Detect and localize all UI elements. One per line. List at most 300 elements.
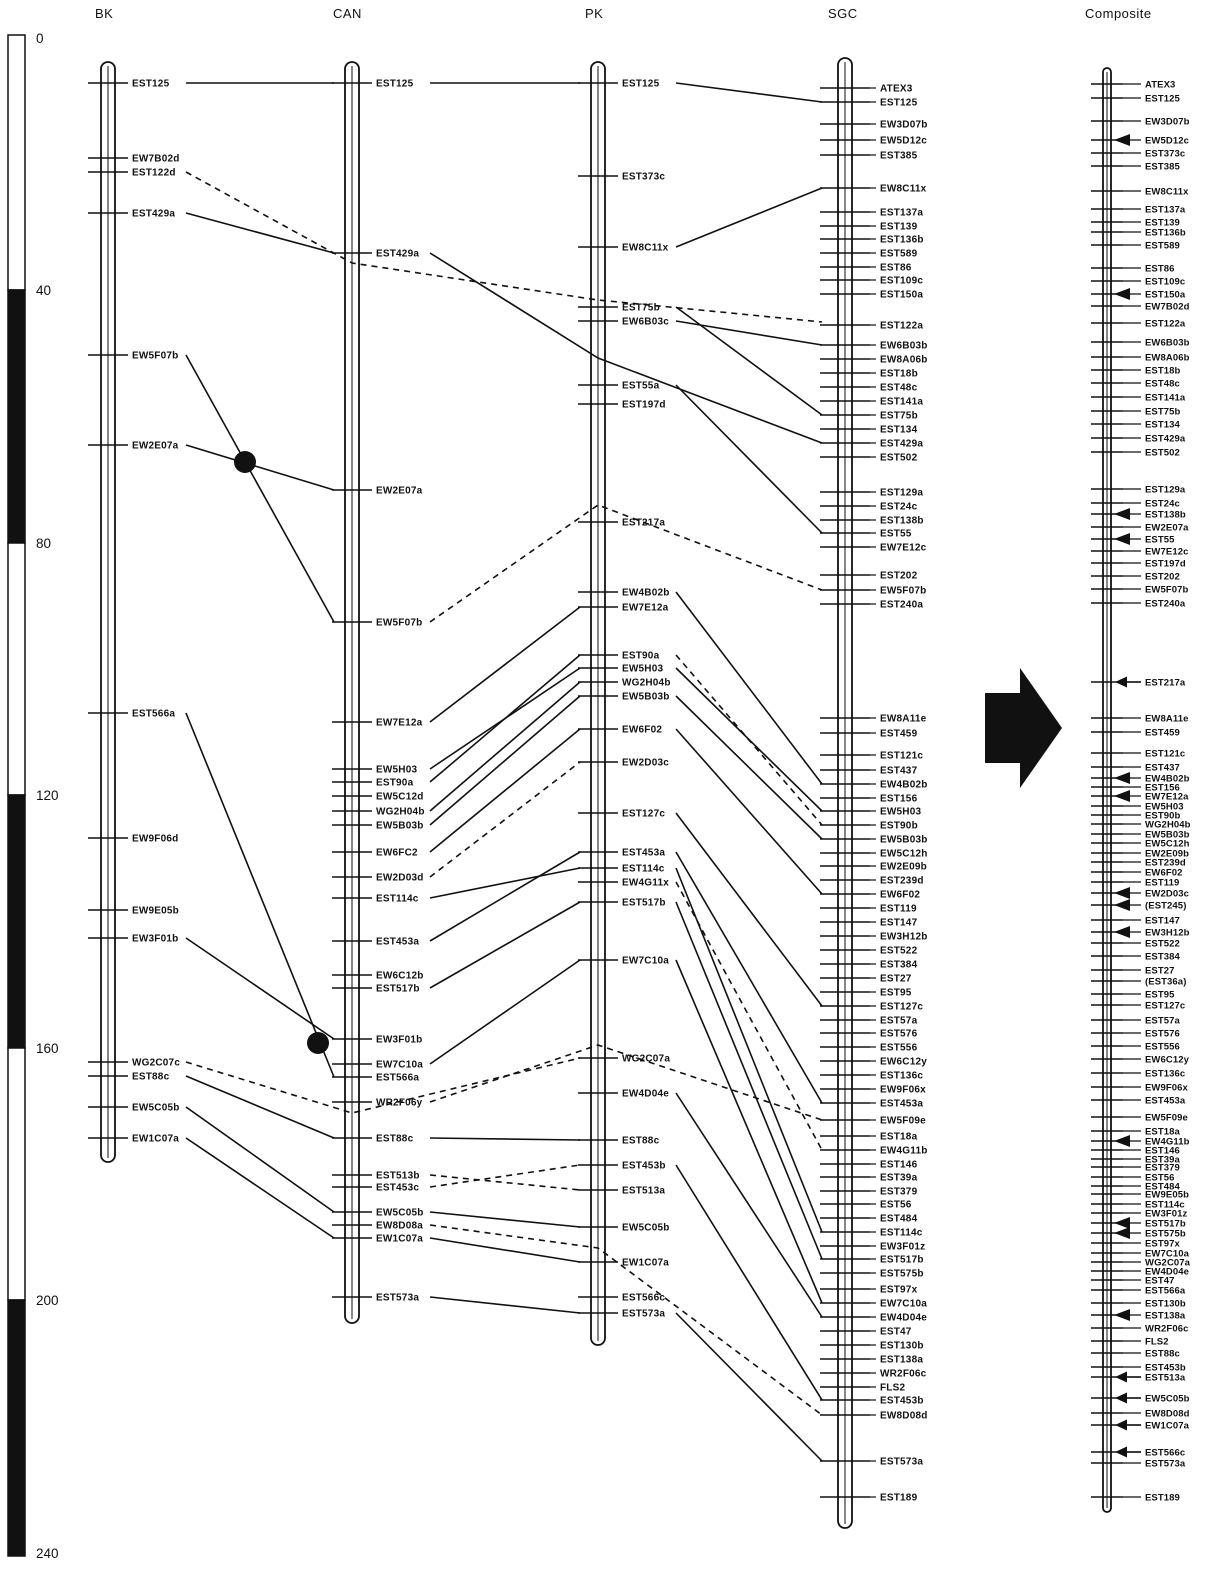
marker-label: EST453c: [376, 1182, 420, 1194]
marker-label: FLS2: [880, 1382, 906, 1394]
link-line: [430, 253, 822, 443]
marker-label: EST589: [880, 248, 918, 260]
marker-label: EST517b: [622, 897, 666, 909]
map-CAN: [332, 62, 425, 1323]
link-line: [430, 1297, 580, 1313]
marker-label: EW6C12y: [1145, 1054, 1189, 1066]
marker-label: EST573a: [376, 1292, 420, 1304]
link-line: [676, 1313, 822, 1461]
marker-label: EW5H03: [622, 663, 664, 675]
marker-label: EW5F07b: [880, 585, 927, 597]
marker-label: EST125: [376, 78, 414, 90]
map-BK: [88, 62, 180, 1162]
marker-label: EST48c: [1145, 378, 1180, 390]
marker-label: EST122a: [880, 320, 924, 332]
left-arrowhead-icon: [1114, 899, 1130, 911]
link-line: [430, 1222, 822, 1415]
marker-label: EST429a: [132, 208, 176, 220]
link-line: [676, 188, 822, 247]
long-left-arrow-icon: [1115, 1393, 1127, 1404]
marker-label: EST125: [1145, 93, 1180, 105]
marker-label: EW3D07b: [880, 119, 928, 131]
marker-label: EW4D04e: [622, 1088, 669, 1100]
link-line: [186, 445, 334, 490]
scale-tick-label: 200: [36, 1293, 59, 1308]
marker-label: EST86: [880, 262, 912, 274]
marker-label: EST57a: [880, 1015, 918, 1027]
marker-label: EW5H03: [1145, 801, 1184, 813]
marker-label: EST129a: [1145, 484, 1186, 496]
marker-label: EW7C10a: [1145, 1248, 1189, 1260]
marker-label: EW5F07b: [132, 350, 179, 362]
marker-label: EW4D04e: [1145, 1266, 1189, 1278]
link-line: [430, 1212, 580, 1227]
column-title: PK: [585, 6, 604, 21]
marker-label: EST139: [880, 221, 918, 233]
link-line: [676, 385, 822, 533]
marker-label: EST147: [880, 917, 918, 929]
marker-label: EST575b: [880, 1268, 924, 1280]
marker-label: EW4G11b: [880, 1145, 928, 1157]
link-line: [186, 1138, 334, 1238]
scale-segment: [8, 543, 25, 795]
marker-label: EST130b: [1145, 1298, 1186, 1310]
marker-label: EST24c: [880, 501, 918, 513]
marker-label: EST566c: [1145, 1447, 1186, 1459]
marker-label: EW9F06d: [132, 833, 179, 845]
link-line: [676, 696, 822, 839]
marker-label: EST517b: [880, 1254, 924, 1266]
marker-label: EST48c: [880, 382, 918, 394]
marker-label: EW6F02: [880, 889, 921, 901]
scale-tick-label: 120: [36, 788, 59, 803]
marker-label: EW1C07a: [376, 1233, 423, 1245]
left-arrowhead-icon: [1114, 1227, 1130, 1239]
marker-label: EST122d: [132, 167, 176, 179]
marker-label: EST86: [1145, 263, 1175, 275]
marker-label: EST88c: [376, 1133, 414, 1145]
marker-label: EST429a: [376, 248, 420, 260]
marker-label: EW8A06b: [1145, 352, 1190, 364]
marker-label: EST453a: [376, 936, 420, 948]
marker-label: EST189: [1145, 1492, 1180, 1504]
marker-label: EST136c: [880, 1070, 924, 1082]
link-line: [676, 960, 822, 1303]
marker-label: EW2D03c: [1145, 888, 1189, 900]
left-arrowhead-icon: [1114, 508, 1130, 520]
marker-label: EST566a: [132, 708, 176, 720]
scale-tick-label: 160: [36, 1041, 59, 1056]
marker-label: EST150a: [1145, 289, 1186, 301]
marker-label: EST522: [880, 945, 918, 957]
marker-label: EST379: [880, 1186, 918, 1198]
marker-label: EST90b: [1145, 810, 1181, 822]
marker-label: EST137a: [1145, 204, 1186, 216]
marker-label: EST573a: [622, 1308, 666, 1320]
marker-label: EST453b: [1145, 1362, 1186, 1374]
marker-label: EW3F01b: [132, 933, 179, 945]
marker-label: EW3F01b: [376, 1034, 423, 1046]
link-line: [676, 729, 822, 894]
marker-label: EW3D07b: [1145, 116, 1190, 128]
marker-label: EST429a: [880, 438, 924, 450]
marker-label: EW1C07a: [1145, 1420, 1189, 1432]
marker-label: EW6F02: [622, 724, 663, 736]
marker-label: EW7E12a: [1145, 791, 1189, 803]
marker-label: EW7C10a: [880, 1298, 927, 1310]
marker-label: EW2D03c: [622, 757, 669, 769]
link-line: [676, 307, 822, 415]
marker-label: EW5F09e: [880, 1115, 926, 1127]
long-left-arrow-icon: [1115, 1447, 1127, 1458]
link-line: [676, 83, 822, 102]
marker-label: (EST245): [1145, 900, 1187, 912]
marker-label: EST138a: [1145, 1310, 1186, 1322]
marker-label: EST109c: [880, 275, 924, 287]
marker-label: EW5C12h: [880, 848, 928, 860]
marker-label: EST513a: [622, 1185, 666, 1197]
link-line: [676, 321, 822, 345]
marker-label: EST453a: [1145, 1095, 1186, 1107]
marker-label: WR2F06c: [880, 1368, 927, 1380]
marker-label: (EST36a): [1145, 976, 1187, 988]
marker-label: EW8A06b: [880, 354, 928, 366]
scale-segment: [8, 795, 25, 1048]
marker-label: FLS2: [1145, 1336, 1169, 1348]
marker-label: EW3H12b: [1145, 927, 1190, 939]
marker-label: EST429a: [1145, 433, 1186, 445]
marker-label: EST189: [880, 1492, 918, 1504]
left-arrowhead-icon: [1114, 533, 1130, 545]
marker-label: EST27: [880, 973, 912, 985]
marker-label: EW2E09b: [1145, 848, 1189, 860]
column-title: CAN: [333, 6, 362, 21]
marker-label: EW8D08d: [880, 1410, 928, 1422]
marker-label: EST119: [880, 903, 917, 915]
marker-label: EST517b: [376, 983, 420, 995]
marker-label: EW2E07a: [1145, 522, 1189, 534]
marker-label: EST97x: [1145, 1238, 1180, 1250]
link-line: [430, 607, 580, 722]
marker-label: EST502: [880, 452, 918, 464]
marker-label: EST75b: [880, 410, 918, 422]
marker-label: EST513a: [1145, 1372, 1186, 1384]
marker-label: EST373c: [622, 171, 666, 183]
left-arrowhead-icon: [1114, 1309, 1130, 1321]
marker-label: WG2C07a: [1145, 1257, 1191, 1269]
marker-label: EST75b: [1145, 406, 1181, 418]
marker-label: EW5F07b: [376, 617, 423, 629]
homology-links: [186, 83, 822, 1461]
marker-label: EW6C12y: [880, 1056, 927, 1068]
marker-label: EST47: [1145, 1275, 1175, 1287]
marker-label: WR2F06c: [1145, 1323, 1189, 1335]
link-line: [430, 1165, 580, 1187]
marker-label: EST484: [1145, 1181, 1180, 1193]
marker-label: EST95: [1145, 989, 1175, 1001]
left-arrowhead-icon: [1114, 1217, 1130, 1229]
marker-label: EST379: [1145, 1162, 1180, 1174]
marker-label: EW8A11e: [880, 713, 927, 725]
marker-label: EST55: [1145, 534, 1175, 546]
left-arrowhead-icon: [1114, 772, 1130, 784]
marker-label: EST56: [880, 1199, 912, 1211]
marker-label: EST138a: [880, 1354, 924, 1366]
marker-label: EST90b: [880, 820, 918, 832]
marker-label: EST576: [880, 1028, 918, 1040]
crossover-dot: [234, 451, 256, 473]
scale-segment: [8, 290, 25, 543]
marker-label: EW5C05b: [132, 1102, 180, 1114]
marker-label: EST453b: [880, 1395, 924, 1407]
marker-label: EST239d: [880, 875, 924, 887]
marker-label: EST18a: [880, 1131, 918, 1143]
marker-label: EST129a: [880, 487, 924, 499]
marker-label: EW2E07a: [376, 485, 423, 497]
marker-label: EW6B03b: [880, 340, 928, 352]
marker-label: EST56: [1145, 1172, 1175, 1184]
scale-bar: [8, 31, 59, 1561]
link-line: [186, 1107, 334, 1212]
marker-label: EW8C11x: [622, 242, 669, 254]
link-line: [186, 213, 334, 253]
marker-label: EW5B03b: [622, 691, 670, 703]
left-arrowhead-icon: [1114, 134, 1130, 146]
marker-label: ATEX3: [880, 83, 913, 95]
marker-label: EST576: [1145, 1028, 1180, 1040]
link-line: [676, 592, 822, 784]
marker-label: EW4B02b: [622, 587, 670, 599]
marker-label: EST134: [880, 424, 918, 436]
marker-label: EW9F06x: [880, 1084, 926, 1096]
marker-label: EST125: [880, 97, 918, 109]
marker-label: EST156: [880, 793, 918, 805]
marker-label: EST437: [880, 765, 918, 777]
marker-label: EST150a: [880, 289, 924, 301]
marker-label: EST24c: [1145, 498, 1180, 510]
marker-label: EST146: [880, 1159, 918, 1171]
marker-label: WG2H04b: [622, 677, 671, 689]
marker-label: EST121c: [880, 750, 924, 762]
marker-label: EST384: [1145, 951, 1180, 963]
marker-label: EW4G11b: [1145, 1136, 1190, 1148]
marker-label: EST125: [622, 78, 660, 90]
link-line: [430, 1175, 580, 1190]
marker-label: EW6C12b: [376, 970, 424, 982]
marker-label: EW5F09e: [1145, 1112, 1188, 1124]
marker-label: EW8D08a: [376, 1220, 423, 1232]
marker-label: EST88c: [1145, 1348, 1180, 1360]
marker-label: EW2E07a: [132, 440, 179, 452]
marker-label: EST55a: [622, 380, 660, 392]
scale-segment: [8, 35, 25, 290]
marker-label: EST125: [132, 78, 170, 90]
link-line: [676, 882, 822, 1150]
marker-label: EST114c: [1145, 1199, 1185, 1211]
marker-label: EST75b: [622, 302, 660, 314]
link-line: [430, 696, 580, 825]
marker-label: EW5B03b: [880, 834, 928, 846]
marker-label: EST240a: [880, 599, 924, 611]
left-arrowhead-icon: [1114, 288, 1130, 300]
marker-label: EST27: [1145, 965, 1175, 977]
scale-tick-label: 240: [36, 1546, 59, 1561]
link-line: [430, 655, 580, 782]
marker-label: EST90a: [376, 777, 414, 789]
marker-label: EST459: [1145, 727, 1180, 739]
marker-label: EST130b: [880, 1340, 924, 1352]
marker-label: EST121c: [1145, 748, 1186, 760]
marker-label: EST114c: [376, 893, 419, 905]
marker-label: EST136b: [1145, 227, 1186, 239]
marker-label: EST385: [880, 150, 918, 162]
marker-label: EW4B02b: [880, 779, 928, 791]
map-PK: [578, 62, 671, 1345]
marker-label: EST239d: [1145, 857, 1186, 869]
marker-label: EST573a: [880, 1456, 924, 1468]
marker-label: WG2C07c: [132, 1057, 181, 1069]
marker-label: EST575b: [1145, 1228, 1186, 1240]
marker-label: EW5C12h: [1145, 838, 1190, 850]
link-line: [186, 355, 334, 622]
long-left-arrow-icon: [1115, 1420, 1127, 1431]
marker-label: EST202: [1145, 571, 1180, 583]
marker-label: EST556: [1145, 1041, 1180, 1053]
marker-label: EST114c: [880, 1227, 923, 1239]
marker-label: EW5C12d: [376, 791, 424, 803]
scale-segment: [8, 1300, 25, 1556]
map-SGC: [820, 58, 928, 1528]
marker-label: EST47: [880, 1326, 912, 1338]
marker-label: EST459: [880, 728, 918, 740]
marker-label: EST138b: [1145, 509, 1186, 521]
marker-label: EW3F01z: [1145, 1208, 1188, 1220]
left-arrowhead-icon: [1114, 1135, 1130, 1147]
marker-label: EST437: [1145, 762, 1180, 774]
marker-label: EW4D04e: [880, 1312, 927, 1324]
marker-label: EST57a: [1145, 1015, 1180, 1027]
marker-label: EW5C05b: [1145, 1393, 1190, 1405]
marker-label: EW2D03d: [376, 872, 424, 884]
marker-label: EST147: [1145, 915, 1180, 927]
marker-label: EW5B03b: [1145, 829, 1190, 841]
marker-label: EW8A11e: [1145, 713, 1189, 725]
marker-label: EST18b: [1145, 365, 1181, 377]
marker-label: EST88c: [622, 1135, 660, 1147]
marker-label: EST146: [1145, 1145, 1180, 1157]
marker-label: EST90a: [622, 650, 660, 662]
scale-tick-label: 0: [36, 31, 44, 46]
marker-label: EST88c: [132, 1071, 170, 1083]
marker-label: EST97x: [880, 1284, 918, 1296]
marker-label: EST127c: [880, 1001, 924, 1013]
marker-label: EW5C05b: [376, 1207, 424, 1219]
link-line: [186, 938, 334, 1039]
marker-label: EST137a: [880, 207, 924, 219]
marker-label: ATEX3: [1145, 79, 1176, 91]
marker-label: EST573a: [1145, 1458, 1186, 1470]
link-line: [676, 668, 822, 811]
marker-label: WG2H04b: [1145, 819, 1191, 831]
marker-label: EST566c: [622, 1292, 666, 1304]
left-arrowhead-icon: [1114, 790, 1130, 802]
marker-label: EW7B02d: [1145, 301, 1190, 313]
marker-label: EST384: [880, 959, 918, 971]
marker-label: EST202: [880, 570, 918, 582]
marker-label: EW5D12c: [1145, 135, 1189, 147]
marker-label: EST134: [1145, 419, 1180, 431]
marker-label: EST453a: [880, 1098, 924, 1110]
marker-label: EST114c: [622, 863, 665, 875]
long-left-arrow-icon: [1115, 677, 1127, 688]
column-title: BK: [95, 6, 114, 21]
marker-label: EW7B02d: [132, 153, 180, 165]
marker-label: WG2H04b: [376, 806, 425, 818]
link-line: [430, 1238, 580, 1262]
marker-label: EST373c: [1145, 148, 1186, 160]
marker-label: EW1C07a: [132, 1133, 179, 1145]
left-arrowhead-icon: [1114, 926, 1130, 938]
scale-segment: [8, 1048, 25, 1300]
marker-label: EW7C10a: [622, 955, 669, 967]
marker-label: EW7E12a: [622, 602, 669, 614]
marker-label: EW4G11x: [622, 877, 669, 889]
link-line: [430, 762, 580, 877]
marker-label: EW6FC2: [376, 847, 418, 859]
marker-label: EW5D12c: [880, 135, 927, 147]
marker-label: EST453a: [622, 847, 666, 859]
marker-label: EST119: [1145, 877, 1180, 889]
marker-label: EW6B03c: [622, 316, 669, 328]
marker-label: EW5C05b: [622, 1222, 670, 1234]
marker-label: EW1C07a: [622, 1257, 669, 1269]
crossover-dot: [307, 1032, 329, 1054]
scale-tick-label: 80: [36, 536, 52, 551]
marker-label: EW9F06x: [1145, 1082, 1188, 1094]
marker-label: EW9E05b: [1145, 1189, 1189, 1201]
marker-label: WG2C07a: [622, 1053, 671, 1065]
marker-label: EW7E12c: [1145, 546, 1189, 558]
marker-label: EW7C10a: [376, 1059, 423, 1071]
marker-label: EST513b: [376, 1170, 420, 1182]
marker-label: WR2F06y: [376, 1097, 423, 1109]
marker-label: EST141a: [880, 396, 924, 408]
marker-label: EST55: [880, 528, 912, 540]
composite-arrow-icon: [985, 668, 1062, 788]
link-line: [430, 868, 580, 898]
marker-label: EST566a: [1145, 1285, 1186, 1297]
marker-label: EST240a: [1145, 598, 1186, 610]
marker-label: EST217a: [622, 517, 666, 529]
column-title: SGC: [828, 6, 858, 21]
marker-label: EST589: [1145, 240, 1180, 252]
link-line: [430, 852, 580, 941]
marker-label: EW5B03b: [376, 820, 424, 832]
marker-label: EST139: [1145, 217, 1180, 229]
marker-label: EST109c: [1145, 276, 1186, 288]
marker-label: EST141a: [1145, 392, 1186, 404]
map-Composite: [1091, 68, 1191, 1512]
marker-label: EW3H12b: [880, 931, 928, 943]
marker-label: EW6F02: [1145, 867, 1183, 879]
marker-label: EST95: [880, 987, 912, 999]
scale-tick-label: 40: [36, 283, 52, 298]
marker-label: EST517b: [1145, 1218, 1186, 1230]
marker-label: EST156: [1145, 782, 1180, 794]
marker-label: EST138b: [880, 515, 924, 527]
left-arrowhead-icon: [1114, 887, 1130, 899]
column-title: Composite: [1085, 6, 1152, 21]
